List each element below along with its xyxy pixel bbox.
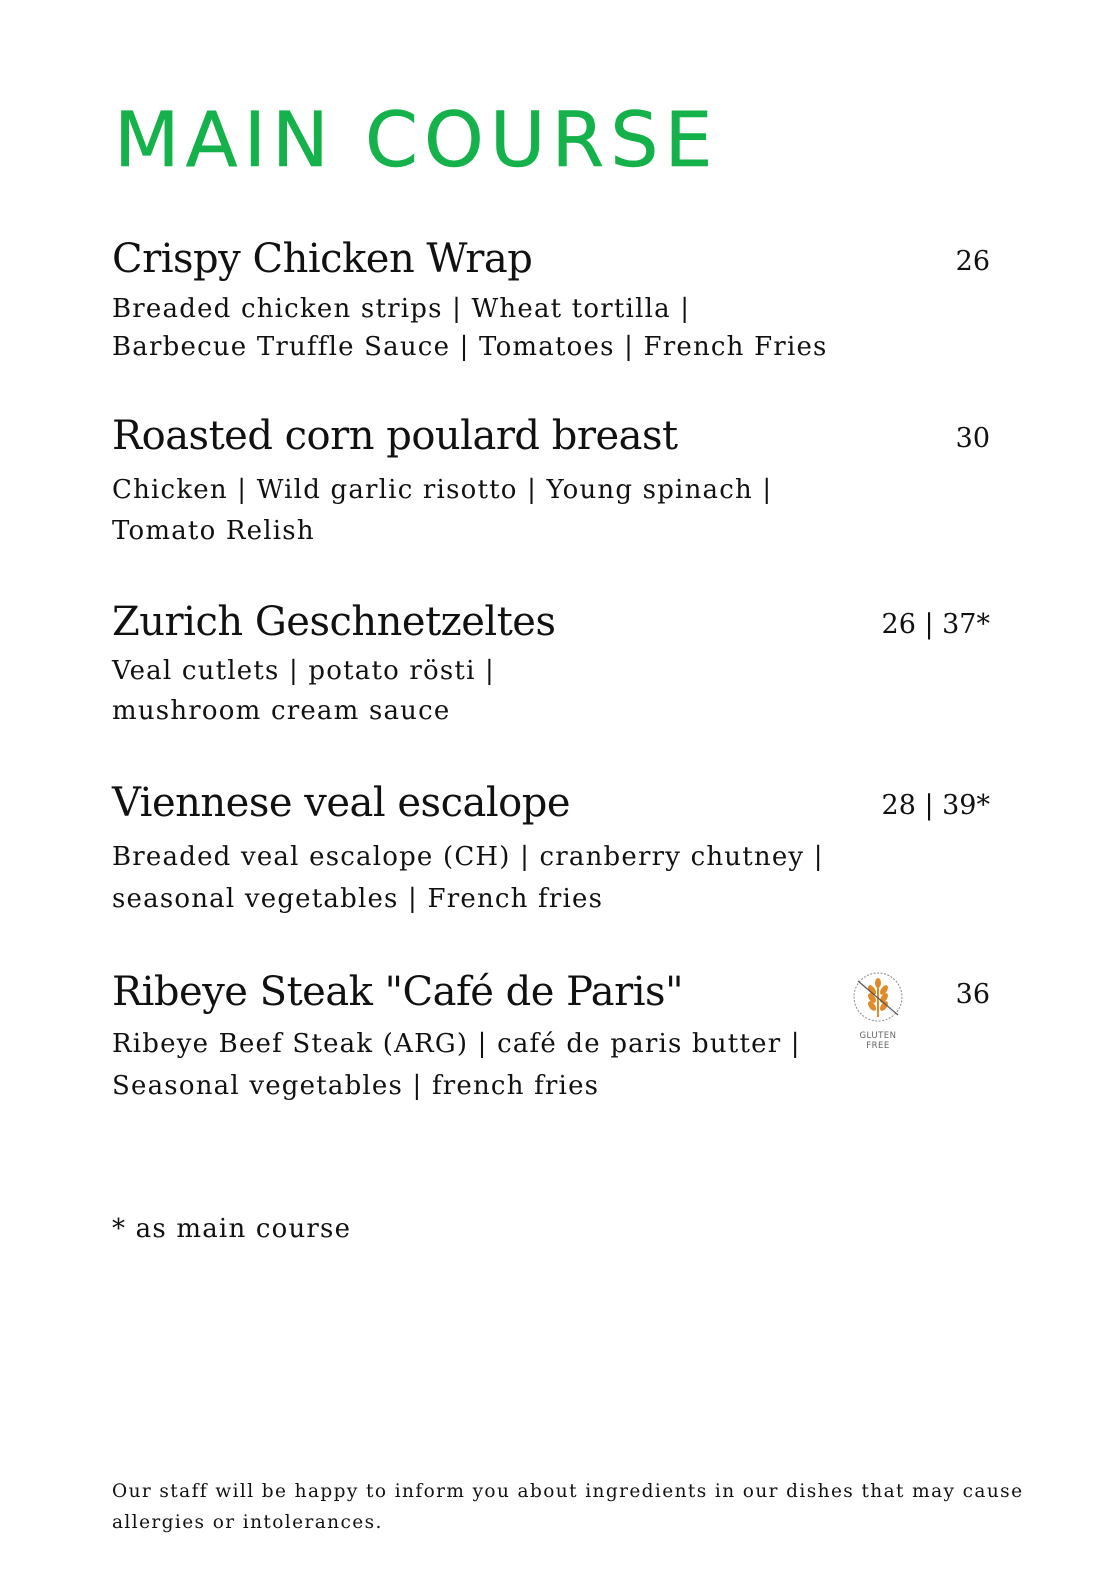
allergy-notice <box>112 1476 1024 1538</box>
footnote: * as main course <box>112 1214 352 1244</box>
notice-line: allergies or intolerances. <box>112 1512 383 1533</box>
description-line: Veal cutlets | potato rösti | <box>112 656 496 686</box>
gluten-free-badge <box>850 971 906 1061</box>
description-line: Breaded veal escalope (CH) | cranberry chutney | <box>112 842 824 872</box>
description-line: mushroom cream sauce <box>112 696 451 726</box>
gluten-free-label: GLUTEN FREE <box>859 1031 897 1051</box>
description-line: Breaded chicken strips | Wheat tortilla | <box>112 294 691 324</box>
dish-name: Ribeye Steak "Café de Paris" <box>112 969 683 1015</box>
menu-item <box>112 967 990 1107</box>
dish-price: 26 | 37* <box>881 609 990 640</box>
gluten-free-icon <box>850 971 906 1023</box>
description-line: Ribeye Beef Steak (ARG) | café de paris butter | <box>112 1029 801 1059</box>
menu-item <box>112 411 990 551</box>
description-line: Chicken | Wild garlic risotto | Young spinach | <box>112 475 773 505</box>
dish-description <box>112 290 828 366</box>
dish-price: 36 <box>955 979 990 1010</box>
notice-line: Our staff will be happy to inform you about ingredients in our dishes that may cause <box>112 1481 1024 1502</box>
dish-description <box>112 836 824 920</box>
menu-item <box>112 597 990 737</box>
description-line: seasonal vegetables | French fries <box>112 884 604 914</box>
dish-price: 26 <box>955 246 990 277</box>
dish-name: Zurich Geschnetzeltes <box>112 599 556 645</box>
description-line: Barbecue Truffle Sauce | Tomatoes | French Fries <box>112 332 828 362</box>
dish-name: Roasted corn poulard breast <box>112 413 678 459</box>
dish-price: 30 <box>955 423 990 454</box>
description-line: Tomato Relish <box>112 516 315 546</box>
description-line: Seasonal vegetables | french fries <box>112 1071 600 1101</box>
menu-item <box>112 778 990 918</box>
dish-name: Viennese veal escalope <box>112 780 570 826</box>
dish-name: Crispy Chicken Wrap <box>112 236 533 282</box>
menu-item <box>112 234 990 374</box>
dish-description <box>112 470 772 552</box>
dish-price: 28 | 39* <box>881 790 990 821</box>
page-title: MAIN COURSE <box>114 95 719 184</box>
dish-description <box>112 651 495 731</box>
dish-description <box>112 1023 801 1107</box>
